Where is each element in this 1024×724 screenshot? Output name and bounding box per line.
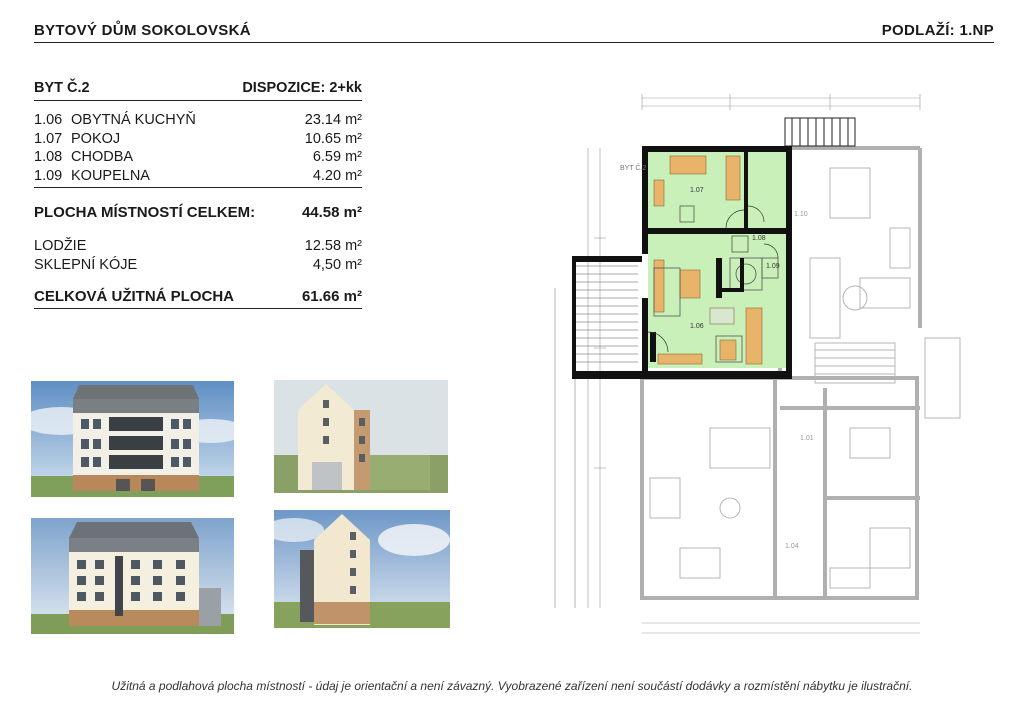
front-elevation-image bbox=[31, 381, 234, 497]
disclaimer-note: Užitná a podlahová plocha místností - údaj je orientační a není závazný. Vyobrazené zařízení není součástí dodávky a rozmístění nábytku je ilustrační. bbox=[111, 679, 913, 693]
render-front-elevation bbox=[31, 381, 234, 497]
side-elevation-2-image bbox=[274, 510, 450, 628]
room-name: CHODBA bbox=[71, 149, 134, 165]
render-rear-elevation bbox=[31, 518, 234, 634]
floor-plan bbox=[530, 88, 1000, 648]
unit-summary bbox=[34, 80, 362, 309]
room-code: 1.07 bbox=[34, 130, 63, 147]
extra-areas bbox=[34, 237, 362, 274]
total-usable-area bbox=[34, 288, 362, 309]
plan-label-109: 1.09 bbox=[766, 263, 780, 270]
unit-name: BYT Č.2 bbox=[34, 80, 90, 96]
rooms-total bbox=[34, 204, 362, 221]
header-divider bbox=[34, 42, 994, 43]
room-area: 10.65 m² bbox=[304, 130, 362, 147]
room-code: 1.08 bbox=[34, 149, 63, 165]
rooms-total-label: PLOCHA MÍSTNOSTÍ CELKEM: bbox=[34, 204, 256, 221]
rooms-total-value: 44.58 m² bbox=[301, 204, 362, 221]
list-item bbox=[34, 130, 362, 149]
plan-label-106: 1.06 bbox=[690, 323, 704, 330]
list-item bbox=[34, 111, 362, 130]
room-code: 1.09 bbox=[34, 167, 63, 184]
plan-label-flat: BYT Č.2 bbox=[620, 165, 647, 172]
room-area: 4.20 m² bbox=[312, 167, 362, 184]
rooms-divider bbox=[34, 187, 362, 188]
total-label: CELKOVÁ UŽITNÁ PLOCHA bbox=[34, 288, 234, 305]
unit-header bbox=[34, 80, 362, 101]
floor-plan-drawing bbox=[530, 88, 1000, 648]
total-value: 61.66 m² bbox=[301, 288, 362, 305]
list-item bbox=[34, 237, 362, 256]
unit-layout: DISPOZICE: 2+kk bbox=[242, 80, 362, 96]
floor-label: PODLAŽÍ: 1.NP bbox=[881, 22, 994, 39]
building-title: BYTOVÝ DŮM SOKOLOVSKÁ bbox=[34, 22, 251, 39]
room-code: 1.06 bbox=[34, 112, 63, 128]
list-item bbox=[34, 148, 362, 167]
room-area: 6.59 m² bbox=[312, 149, 362, 165]
plan-label-107: 1.07 bbox=[690, 187, 704, 194]
plan-label-104: 1.04 bbox=[785, 543, 799, 550]
room-area: 23.14 m² bbox=[304, 112, 362, 128]
extra-area: 4,50 m² bbox=[312, 256, 362, 273]
room-name: OBYTNÁ KUCHYŇ bbox=[71, 112, 196, 128]
list-item bbox=[34, 256, 362, 275]
rear-elevation-image bbox=[31, 518, 234, 634]
room-name: KOUPELNA bbox=[71, 167, 150, 184]
plan-label-101: 1.01 bbox=[800, 435, 814, 442]
room-list bbox=[34, 111, 362, 185]
extra-name: LODŽIE bbox=[34, 238, 87, 254]
list-item bbox=[34, 167, 362, 186]
extra-name: SKLEPNÍ KÓJE bbox=[34, 256, 138, 273]
room-name: POKOJ bbox=[71, 130, 121, 147]
plan-label-110: 1.10 bbox=[794, 211, 808, 218]
side-elevation-image bbox=[274, 380, 448, 493]
plan-label-108: 1.08 bbox=[752, 235, 766, 242]
render-side-elevation bbox=[274, 380, 448, 493]
render-side-elevation-2 bbox=[274, 510, 450, 628]
extra-area: 12.58 m² bbox=[304, 238, 362, 254]
